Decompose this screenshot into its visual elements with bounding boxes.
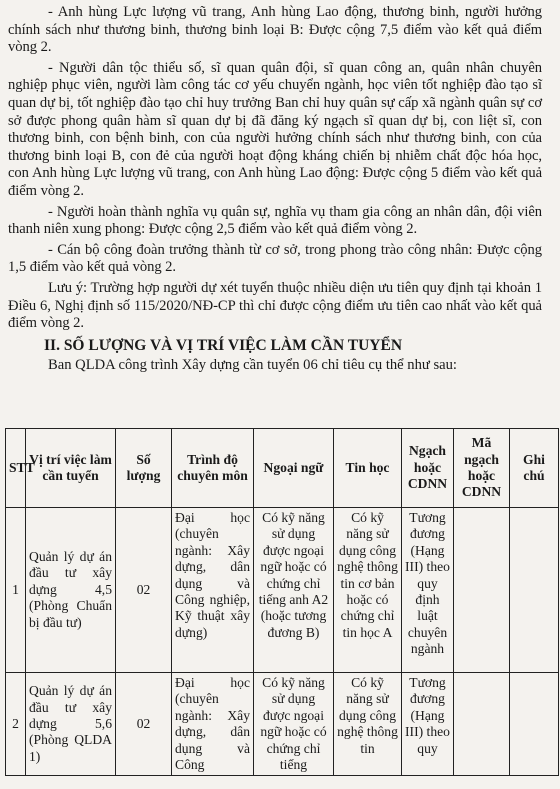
cell-position: Quản lý dự án đầu tư xây dựng 4,5 (Phòng Chuẩn bị đầu tư) bbox=[26, 508, 116, 673]
cell-stt: 1 bbox=[6, 508, 26, 673]
header-quantity: Số lượng bbox=[116, 429, 172, 508]
table-row bbox=[6, 673, 559, 776]
cell-note bbox=[510, 673, 559, 776]
recruitment-table bbox=[5, 428, 559, 776]
cell-stt: 2 bbox=[6, 673, 26, 776]
cell-qualification: Đại học (chuyên ngành: Xây dựng, dân dụng và Công bbox=[172, 673, 254, 776]
priority-paragraph-1: - Anh hùng Lực lượng vũ trang, Anh hùng Lao động, thương binh, người hưởng chính sách như thương binh, thương binh loại B: Được cộng 7,5 điểm vào kết quả điểm vòng 2. bbox=[8, 4, 542, 56]
cell-qualification: Đại học (chuyên ngành: Xây dựng, dân dụng và Công nghiệp, Kỹ thuật xây dựng) bbox=[172, 508, 254, 673]
cell-rank-code bbox=[454, 508, 510, 673]
table-header-row bbox=[6, 429, 559, 508]
header-stt: STT bbox=[6, 429, 26, 508]
section-heading: II. SỐ LƯỢNG VÀ VỊ TRÍ VIỆC LÀM CẦN TUYỂN bbox=[44, 336, 403, 354]
cell-rank: Tương đương (Hạng III) theo quy bbox=[402, 673, 454, 776]
cell-language: Có kỹ năng sử dụng được ngoại ngữ hoặc có chứng chỉ tiếng anh A2 (hoặc tương đương B) bbox=[254, 508, 334, 673]
header-language: Ngoại ngữ bbox=[254, 429, 334, 508]
cell-quantity: 02 bbox=[116, 673, 172, 776]
header-note: Ghi chú bbox=[510, 429, 559, 508]
cell-it: Có kỹ năng sử dụng công nghệ thông tin bbox=[334, 673, 402, 776]
cell-it: Có kỹ năng sử dụng công nghệ thông tin cơ bản hoặc có chứng chỉ tin học A bbox=[334, 508, 402, 673]
priority-paragraph-3: - Người hoàn thành nghĩa vụ quân sự, nghĩa vụ tham gia công an nhân dân, đội viên thanh niên xung phong: Được cộng 2,5 điểm vào kết quả điểm vòng 2. bbox=[8, 203, 542, 238]
cell-language: Có kỹ năng sử dụng được ngoại ngữ hoặc có chứng chỉ tiếng bbox=[254, 673, 334, 776]
table-row bbox=[6, 508, 559, 673]
cell-position: Quản lý dự án đầu tư xây dựng 5,6 (Phòng QLDA 1) bbox=[26, 673, 116, 776]
note-paragraph: Lưu ý: Trường hợp người dự xét tuyển thuộc nhiều diện ưu tiên quy định tại khoản 1 Điều 6, Nghị định số 115/2020/NĐ-CP thì chỉ được cộng điểm ưu tiên cao nhất vào kết quả điểm vòng 2. bbox=[8, 279, 542, 332]
header-rank-code: Mã ngạch hoặc CDNN bbox=[454, 429, 510, 508]
cell-rank: Tương đương (Hạng III) theo quy định luật chuyên ngành bbox=[402, 508, 454, 673]
section-intro: Ban QLDA công trình Xây dựng cần tuyển 06 chỉ tiêu cụ thể như sau: bbox=[48, 356, 457, 373]
priority-paragraph-4: - Cán bộ công đoàn trưởng thành từ cơ sở, trong phong trào công nhân: Được cộng 1,5 điểm vào kết quả vòng 2. bbox=[8, 241, 542, 276]
priority-paragraph-2: - Người dân tộc thiểu số, sĩ quan quân đội, sĩ quan công an, quân nhân chuyên nghiệp phục viên, người làm công tác cơ yếu chuyển ngành, học viên tốt nghiệp đào tạo sĩ quan dự bị, tốt nghiệp đào tạo chỉ huy trưởng Ban chỉ huy quân sự cấp xã ngành quân sự cơ sở được phong quân hàm sĩ quan dự bị đã đăng ký ngạch sĩ quan dự bị, con liệt sĩ, con thương binh, con bệnh binh, con của người hưởng chính sách như thương binh, con của thương binh loại B, con đẻ của người hoạt động kháng chiến bị nhiễm chất độc hóa học, con Anh hùng Lực lượng vũ trang, con Anh hùng Lao động: Được cộng 5 điểm vào kết quả điểm vòng 2. bbox=[8, 59, 542, 199]
header-qualification: Trình độ chuyên môn bbox=[172, 429, 254, 508]
header-it: Tin học bbox=[334, 429, 402, 508]
header-position: Vị trí việc làm cần tuyển bbox=[26, 429, 116, 508]
cell-quantity: 02 bbox=[116, 508, 172, 673]
cell-rank-code bbox=[454, 673, 510, 776]
cell-note bbox=[510, 508, 559, 673]
header-rank: Ngạch hoặc CDNN bbox=[402, 429, 454, 508]
